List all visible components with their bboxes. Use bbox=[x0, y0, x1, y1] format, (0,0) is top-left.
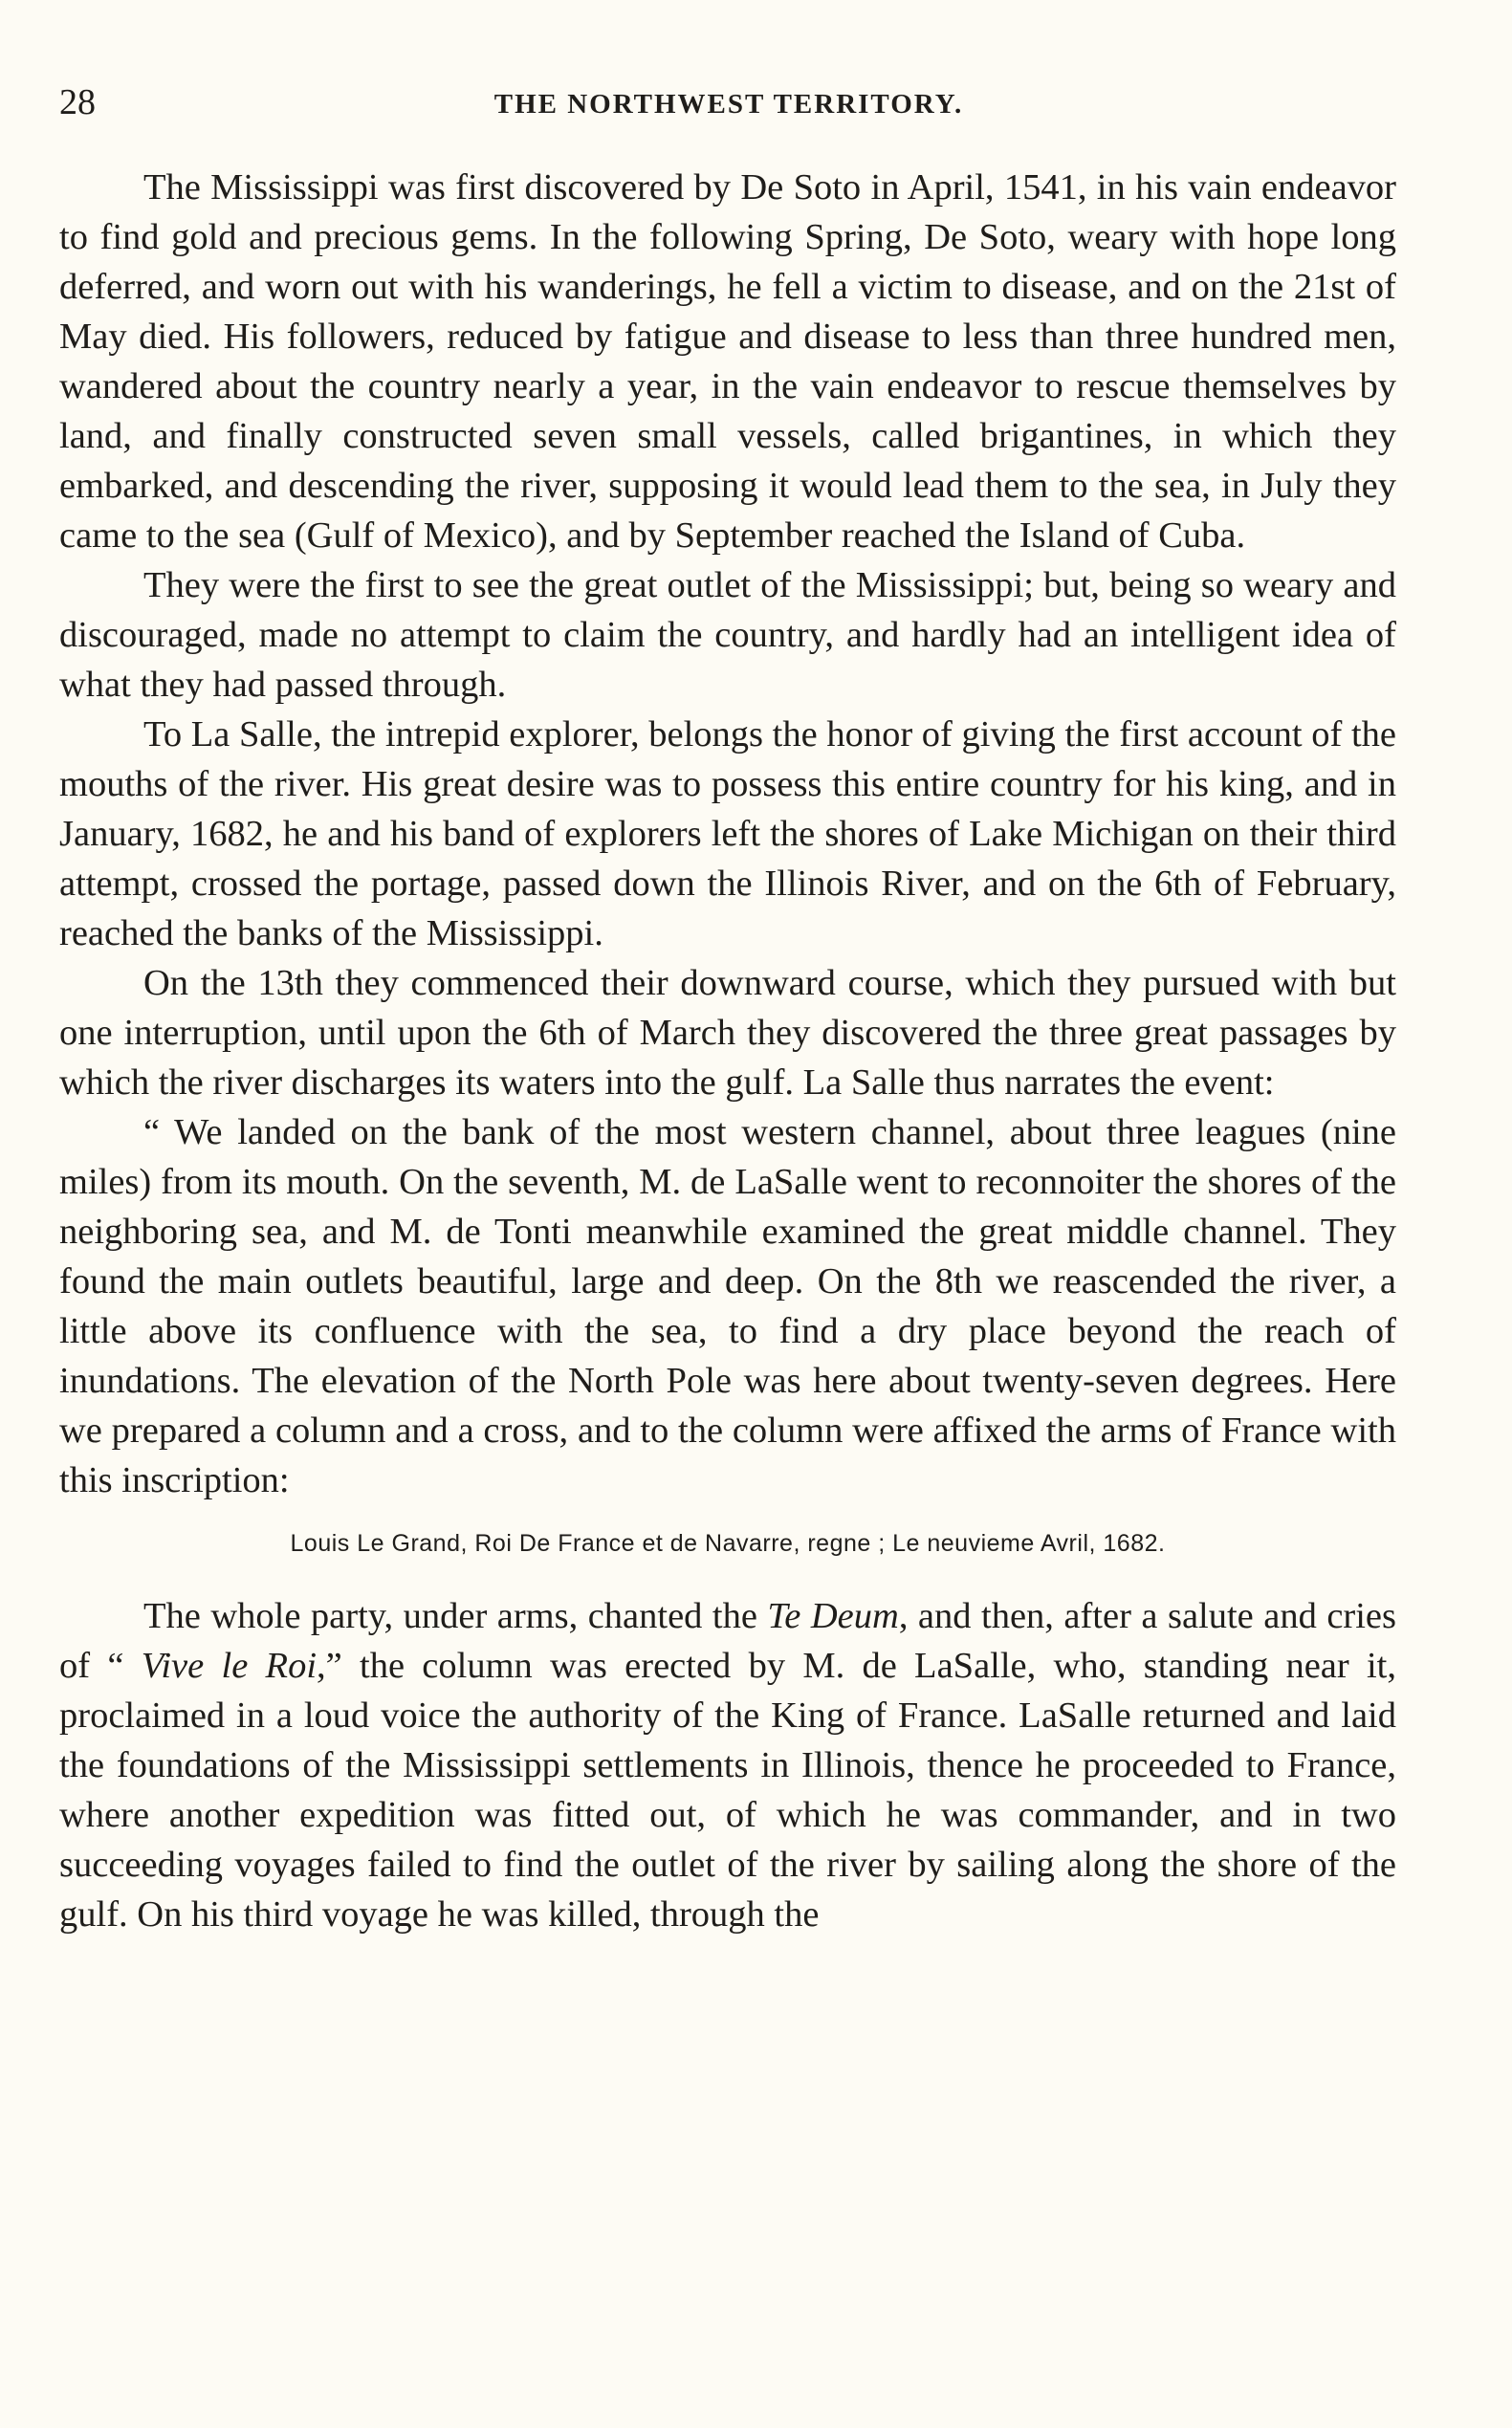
body-text bbox=[59, 163, 1396, 1939]
page-number: 28 bbox=[59, 82, 96, 122]
page-header bbox=[59, 78, 1398, 126]
running-head: THE NORTHWEST TERRITORY. bbox=[493, 89, 964, 120]
paragraph-narrative-quote: “ We landed on the bank of the most western channel, about three leagues (nine miles) from its mouth. On the seventh, M. de LaSalle went to reconnoiter the shores of the neighboring sea, and M. de Tonti meanwhile examined the great middle channel. They found the main outlets beautiful, large and deep. On the 8th we reascended the river, a little above its confluence with the sea, to find a dry place beyond the reach of inundations. The elevation of the North Pole was here about twenty-seven degrees. Here we prepared a column and a cross, and to the column were affixed the arms of France with this inscription: bbox=[59, 1112, 1396, 1500]
paragraph-te-deum bbox=[59, 1591, 1396, 1939]
text-run: The whole party, under arms, chanted the bbox=[143, 1596, 768, 1636]
paragraph-first-outlet: They were the first to see the great outlet of the Mississippi; but, being so weary and discouraged, made no attempt to claim the country, and hardly had an intelligent idea of what they had passed through. bbox=[59, 565, 1396, 705]
paragraph-la-salle: To La Salle, the intrepid explorer, belongs the honor of giving the first account of the mouths of the river. His great desire was to possess this entire country for his king, and in January, 1682, he and his band of explorers left the shores of Lake Michigan on their third attempt, crossed the portage, passed down the Illinois River, and on the 6th of February, reached the banks of the Mississippi. bbox=[59, 714, 1396, 953]
text-run: ,” the column was erected by M. de LaSalle, who, standing near it, proclaimed in a loud voice the authority of the King of France. LaSalle returned and laid the foundations of the Mississippi settlements in Illinois, thence he proceeded to France, where another expedition was fitted out, of which he was commander, and in two succeeding voyages failed to find the outlet of the river by sailing along the shore of the gulf. On his third voyage he was killed, through the bbox=[59, 1646, 1396, 1935]
text-run: , and then, after a salute and cries of “ bbox=[59, 1596, 1396, 1686]
vive-le-roi-italic: Vive le Roi bbox=[141, 1646, 318, 1686]
paragraph-downward-course: On the 13th they commenced their downward course, which they pursued with but one interruption, until upon the 6th of March they discovered the three great passages by which the river discharges its waters into the gulf. La Salle thus narrates the event: bbox=[59, 963, 1396, 1103]
inscription: Louis Le Grand, Roi De France et de Navarre, regne ; Le neuvieme Avril, 1682. bbox=[290, 1530, 1166, 1557]
te-deum-italic: Te Deum bbox=[767, 1596, 899, 1636]
paragraph-de-soto: The Mississippi was first discovered by De Soto in April, 1541, in his vain endeavor to find gold and precious gems. In the following Spring, De Soto, weary with hope long deferred, and worn out with his wanderings, he fell a victim to disease, and on the 21st of May died. His followers, reduced by fatigue and disease to less than three hundred men, wandered about the country nearly a year, in the vain endeavor to rescue themselves by land, and finally constructed seven small vessels, called brigantines, in which they embarked, and descending the river, supposing it would lead them to the sea, in July they came to the sea (Gulf of Mexico), and by September reached the Island of Cuba. bbox=[59, 167, 1396, 556]
